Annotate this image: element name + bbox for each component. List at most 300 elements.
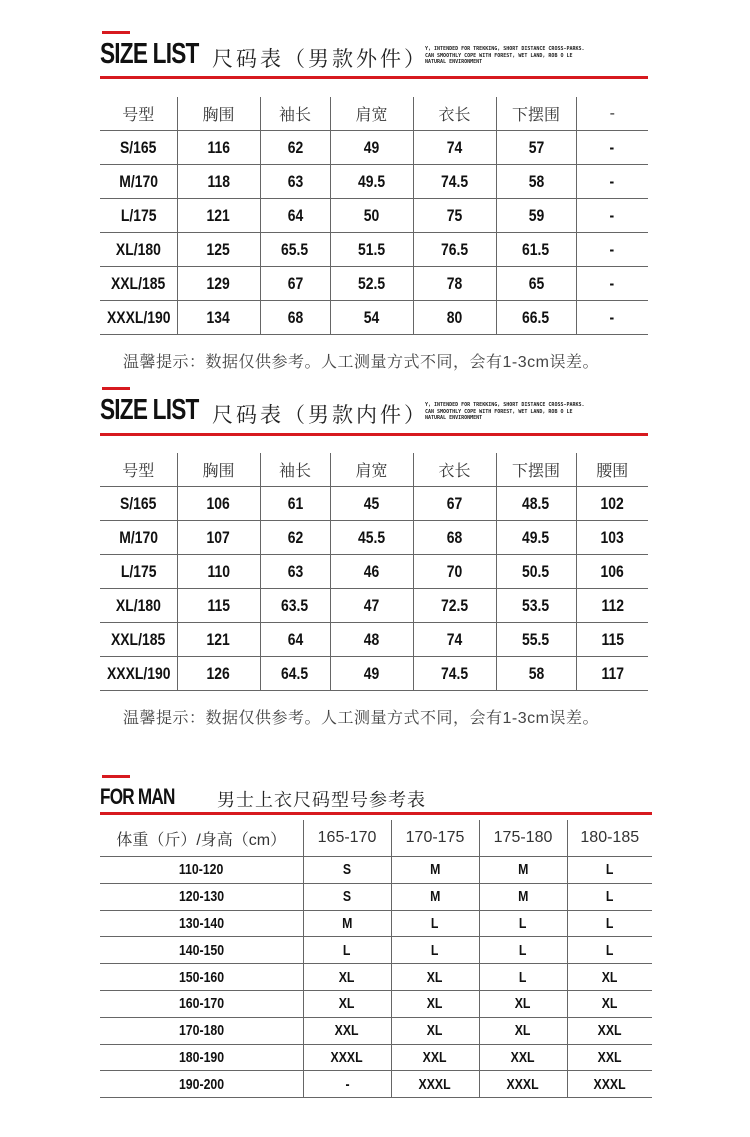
cell-value: 110 <box>207 561 230 581</box>
cell <box>576 199 648 233</box>
cell-value: 118 <box>207 171 230 191</box>
cell <box>303 1071 391 1098</box>
cell <box>576 589 648 623</box>
table-row <box>100 1071 652 1098</box>
cell <box>177 165 260 199</box>
cell <box>576 555 648 589</box>
cell <box>100 267 177 301</box>
cell-value: 140-150 <box>178 941 224 959</box>
cell-value: M/170 <box>118 527 158 547</box>
header-cell: 下摆围 <box>496 97 576 131</box>
accent-tick <box>102 775 130 778</box>
cell-value: XXL <box>335 1022 359 1040</box>
table-header-row <box>100 820 652 857</box>
cell-value: 190-200 <box>178 1075 224 1093</box>
table-row <box>100 165 648 199</box>
cell-value: 63.5 <box>281 595 309 615</box>
cell <box>330 589 413 623</box>
cell <box>567 857 652 884</box>
cell <box>330 131 413 165</box>
cell-value: XXXL <box>418 1075 452 1093</box>
cell <box>100 964 303 991</box>
header-cell: 号型 <box>100 453 177 487</box>
cell-value: L <box>605 941 614 959</box>
cell-value: XL <box>427 968 443 986</box>
cell-value: 65 <box>528 273 544 293</box>
header-cell: 袖长 <box>260 97 330 131</box>
cell-value: 63 <box>287 561 303 581</box>
cell-value: M <box>429 888 441 906</box>
cell-value: 63 <box>287 171 303 191</box>
cell <box>177 657 260 691</box>
cell <box>177 233 260 267</box>
cell <box>330 521 413 555</box>
cell <box>391 1071 479 1098</box>
table-row <box>100 910 652 937</box>
cell-value: - <box>609 137 615 157</box>
cell-value: XXL/185 <box>111 629 166 649</box>
cell-value: M <box>517 888 529 906</box>
cell <box>576 623 648 657</box>
cell-value: 75 <box>446 205 463 225</box>
cell <box>496 267 576 301</box>
cell-value: 50.5 <box>522 561 550 581</box>
cell <box>413 657 496 691</box>
cell-value: 49.5 <box>522 527 550 547</box>
table-row <box>100 657 648 691</box>
cell <box>413 199 496 233</box>
cell <box>260 165 330 199</box>
table-header-row <box>100 97 648 131</box>
cell-value: - <box>609 307 615 327</box>
cell-value: 72.5 <box>440 595 469 615</box>
cell-value: XL <box>601 968 618 986</box>
cell-value: S <box>342 888 352 906</box>
inner-size-table <box>100 453 648 691</box>
cell <box>391 883 479 910</box>
cell <box>100 990 303 1017</box>
cell-value: 150-160 <box>178 968 224 986</box>
cell <box>576 487 648 521</box>
cell <box>303 937 391 964</box>
cell-value: XXXL/190 <box>106 307 171 327</box>
cell-value: XL <box>515 1022 531 1040</box>
table-row <box>100 131 648 165</box>
cell <box>100 199 177 233</box>
cell <box>177 623 260 657</box>
cell <box>576 657 648 691</box>
cell <box>100 623 177 657</box>
cell-value: 78 <box>446 273 463 293</box>
cell <box>100 910 303 937</box>
cell-value: XXXL <box>330 1048 364 1066</box>
cell-value: M <box>429 861 441 879</box>
section-title: 尺码表（男款外件） <box>212 48 428 71</box>
cell <box>177 131 260 165</box>
cell-value: 160-170 <box>178 995 224 1013</box>
cell <box>576 301 648 335</box>
table-row <box>100 199 648 233</box>
cell <box>303 964 391 991</box>
cell <box>391 910 479 937</box>
cell-value: 55.5 <box>522 629 550 649</box>
cell-value: M <box>341 914 353 932</box>
table-row <box>100 233 648 267</box>
cell-value: L <box>605 914 614 932</box>
cell-value: S <box>342 861 352 879</box>
cell <box>177 487 260 521</box>
cell-value: XXXL <box>593 1075 626 1093</box>
header-cell: 衣长 <box>413 97 496 131</box>
cell-value: 117 <box>601 663 624 683</box>
cell-value: XXL <box>511 1048 535 1066</box>
cell-value: 74.5 <box>440 171 469 191</box>
cell-value: L <box>431 941 439 959</box>
cell <box>496 657 576 691</box>
cell-value: 59 <box>528 205 544 225</box>
cell-value: 49 <box>363 137 380 157</box>
cell-value: 64.5 <box>281 663 309 683</box>
cell <box>100 521 177 555</box>
cell <box>177 267 260 301</box>
cell-value: 49 <box>363 663 380 683</box>
cell <box>567 990 652 1017</box>
cell-value: L <box>519 968 527 986</box>
cell-value: S/165 <box>120 493 157 513</box>
cell <box>303 990 391 1017</box>
cell-value: XL <box>601 995 618 1013</box>
cell <box>330 487 413 521</box>
cell <box>100 233 177 267</box>
cell <box>496 623 576 657</box>
cell <box>330 267 413 301</box>
cell-value: 76.5 <box>440 239 469 259</box>
cell <box>260 623 330 657</box>
table-row <box>100 623 648 657</box>
cell-value: S/165 <box>120 137 157 157</box>
cell <box>177 555 260 589</box>
cell-value: XXL <box>597 1048 622 1066</box>
reference-table <box>100 820 652 1098</box>
cell-value: XXXL <box>506 1075 540 1093</box>
cell <box>260 589 330 623</box>
cell-value: L <box>343 941 351 959</box>
cell-value: 51.5 <box>357 239 386 259</box>
header-cell: - <box>576 97 648 131</box>
cell-value: L <box>605 888 614 906</box>
cell-value: 57 <box>528 137 544 157</box>
measurement-tip: 温馨提示：数据仅供参考。人工测量方式不同，会有1-3cm误差。 <box>123 710 599 727</box>
cell-value: - <box>344 1075 350 1093</box>
cell <box>303 857 391 884</box>
cell <box>330 657 413 691</box>
cell-value: 45.5 <box>357 527 386 547</box>
cell-value: 58 <box>528 663 544 683</box>
cell <box>413 267 496 301</box>
cell-value: L/175 <box>120 205 157 225</box>
cell <box>177 589 260 623</box>
cell-value: 129 <box>206 273 231 293</box>
cell-value: 112 <box>601 595 624 615</box>
cell-value: 102 <box>600 493 624 513</box>
section-brand: SIZE LIST <box>100 38 199 70</box>
cell <box>413 131 496 165</box>
cell-value: XL <box>339 995 355 1013</box>
accent-rule <box>100 76 648 79</box>
cell <box>413 233 496 267</box>
cell <box>100 657 177 691</box>
cell <box>260 555 330 589</box>
cell-value: - <box>609 239 615 259</box>
cell <box>496 555 576 589</box>
cell-value: L <box>519 941 527 959</box>
cell-value: 68 <box>287 307 303 327</box>
table-row <box>100 883 652 910</box>
cell <box>330 555 413 589</box>
cell-value: 180-190 <box>178 1048 224 1066</box>
cell-value: 58 <box>528 171 544 191</box>
cell-value: XXL <box>597 1022 622 1040</box>
cell-value: 125 <box>206 239 231 259</box>
cell-value: 64 <box>287 205 303 225</box>
cell-value: L <box>519 914 527 932</box>
cell-value: 61 <box>287 493 303 513</box>
cell <box>413 301 496 335</box>
cell <box>260 301 330 335</box>
cell-value: L <box>605 861 614 879</box>
cell-value: 47 <box>363 595 380 615</box>
cell-value: 121 <box>206 629 231 649</box>
fine-print: Y, INTENDED FOR TREKKING, SHORT DISTANCE CROSS-PARKS. CAN SMOOTHLY COPE WITH FOREST, WET LAND, ROB O LE NATURAL ENVIRONMENT <box>425 46 585 65</box>
cell <box>260 233 330 267</box>
cell <box>496 165 576 199</box>
cell <box>330 301 413 335</box>
cell-value: 106 <box>600 561 624 581</box>
accent-rule <box>100 433 648 436</box>
cell <box>567 1044 652 1071</box>
cell-value: M <box>517 861 529 879</box>
cell <box>100 1071 303 1098</box>
cell <box>100 1017 303 1044</box>
measurement-tip: 温馨提示：数据仅供参考。人工测量方式不同，会有1-3cm误差。 <box>123 354 599 371</box>
cell-value: 115 <box>207 595 230 615</box>
header-cell: 衣长 <box>413 453 496 487</box>
cell <box>479 910 567 937</box>
cell <box>576 233 648 267</box>
cell <box>496 521 576 555</box>
cell-value: XL <box>427 995 443 1013</box>
cell <box>479 883 567 910</box>
header-cell: 175-180 <box>479 820 567 857</box>
cell <box>330 623 413 657</box>
header-cell: 腰围 <box>576 453 648 487</box>
header-cell: 胸围 <box>177 97 260 131</box>
cell-value: 121 <box>206 205 231 225</box>
header-cell: 180-185 <box>567 820 652 857</box>
cell-value: 67 <box>446 493 463 513</box>
cell <box>567 964 652 991</box>
cell <box>177 521 260 555</box>
cell-value: 80 <box>446 307 463 327</box>
section-brand: SIZE LIST <box>100 394 199 426</box>
section-brand: FOR MAN <box>100 784 175 809</box>
cell-value: 74 <box>446 137 463 157</box>
cell <box>413 165 496 199</box>
header-cell: 肩宽 <box>330 453 413 487</box>
cell-value: 70 <box>446 561 463 581</box>
accent-rule <box>100 812 652 815</box>
section-title: 尺码表（男款内件） <box>212 404 428 427</box>
cell-value: 54 <box>363 307 380 327</box>
cell <box>303 1044 391 1071</box>
cell-value: 126 <box>206 663 231 683</box>
cell <box>567 937 652 964</box>
cell <box>100 937 303 964</box>
cell <box>100 301 177 335</box>
cell-value: XL <box>339 968 355 986</box>
cell <box>576 267 648 301</box>
header-cell: 肩宽 <box>330 97 413 131</box>
cell-value: - <box>609 273 615 293</box>
accent-tick <box>102 387 130 390</box>
cell <box>303 910 391 937</box>
cell <box>391 964 479 991</box>
cell <box>100 857 303 884</box>
outer-size-table <box>100 97 648 335</box>
cell-value: 67 <box>287 273 303 293</box>
cell <box>479 937 567 964</box>
cell <box>260 657 330 691</box>
cell <box>567 910 652 937</box>
cell <box>100 1044 303 1071</box>
cell-value: XXL/185 <box>111 273 166 293</box>
cell <box>177 301 260 335</box>
cell-value: 107 <box>206 527 231 547</box>
cell <box>260 267 330 301</box>
cell <box>479 1071 567 1098</box>
section-title: 男士上衣尺码型号参考表 <box>217 790 426 810</box>
cell-value: 64 <box>287 629 303 649</box>
cell <box>479 1017 567 1044</box>
cell-value: 49.5 <box>357 171 386 191</box>
cell-value: 130-140 <box>178 914 224 932</box>
cell <box>391 1044 479 1071</box>
header-cell: 下摆围 <box>496 453 576 487</box>
cell-value: 48 <box>363 629 380 649</box>
cell <box>496 487 576 521</box>
table-row <box>100 964 652 991</box>
cell <box>479 857 567 884</box>
cell-value: 65.5 <box>281 239 309 259</box>
cell-value: 62 <box>287 527 303 547</box>
cell-value: 45 <box>363 493 380 513</box>
cell-value: 66.5 <box>522 307 550 327</box>
cell <box>496 131 576 165</box>
header-cell: 165-170 <box>303 820 391 857</box>
cell <box>567 1017 652 1044</box>
cell-value: XL/180 <box>115 595 161 615</box>
cell <box>391 857 479 884</box>
cell <box>567 883 652 910</box>
cell-value: M/170 <box>118 171 158 191</box>
cell <box>260 487 330 521</box>
header-cell: 号型 <box>100 97 177 131</box>
cell-value: XXL <box>423 1048 447 1066</box>
cell-value: 116 <box>207 137 230 157</box>
cell <box>496 301 576 335</box>
cell <box>177 199 260 233</box>
table-header-row <box>100 453 648 487</box>
table-row <box>100 521 648 555</box>
table-row <box>100 990 652 1017</box>
cell-value: L <box>431 914 439 932</box>
table-row <box>100 267 648 301</box>
cell-value: 61.5 <box>522 239 550 259</box>
cell <box>576 521 648 555</box>
cell-value: 46 <box>363 561 380 581</box>
table-row <box>100 589 648 623</box>
header-cell: 体重（斤）/身高（cm） <box>100 820 303 857</box>
cell <box>413 521 496 555</box>
cell <box>413 487 496 521</box>
cell-value: 110-120 <box>179 861 224 879</box>
cell <box>496 199 576 233</box>
cell <box>100 589 177 623</box>
cell <box>100 883 303 910</box>
cell-value: 48.5 <box>522 493 550 513</box>
cell-value: 62 <box>287 137 303 157</box>
table-row <box>100 555 648 589</box>
table-row <box>100 301 648 335</box>
cell <box>391 990 479 1017</box>
table-row <box>100 937 652 964</box>
cell <box>100 165 177 199</box>
cell <box>496 233 576 267</box>
cell-value: XL <box>427 1022 443 1040</box>
cell <box>330 165 413 199</box>
cell-value: 74 <box>446 629 463 649</box>
header-cell: 胸围 <box>177 453 260 487</box>
cell <box>330 233 413 267</box>
cell <box>479 964 567 991</box>
cell <box>479 990 567 1017</box>
cell <box>576 131 648 165</box>
cell-value: 115 <box>601 629 624 649</box>
cell-value: XL/180 <box>115 239 161 259</box>
cell <box>100 555 177 589</box>
cell <box>330 199 413 233</box>
cell <box>413 555 496 589</box>
cell-value: 134 <box>206 307 231 327</box>
table-row <box>100 857 652 884</box>
cell-value: 170-180 <box>178 1022 224 1040</box>
cell-value: L/175 <box>120 561 157 581</box>
cell <box>391 1017 479 1044</box>
cell-value: 50 <box>363 205 380 225</box>
cell <box>260 199 330 233</box>
cell-value: 53.5 <box>522 595 550 615</box>
cell-value: 106 <box>206 493 231 513</box>
cell <box>576 165 648 199</box>
cell-value: 120-130 <box>178 888 224 906</box>
cell <box>413 589 496 623</box>
cell <box>479 1044 567 1071</box>
cell-value: XXXL/190 <box>106 663 171 683</box>
table-row <box>100 487 648 521</box>
cell <box>303 883 391 910</box>
cell-value: 103 <box>600 527 624 547</box>
cell-value: 68 <box>446 527 463 547</box>
